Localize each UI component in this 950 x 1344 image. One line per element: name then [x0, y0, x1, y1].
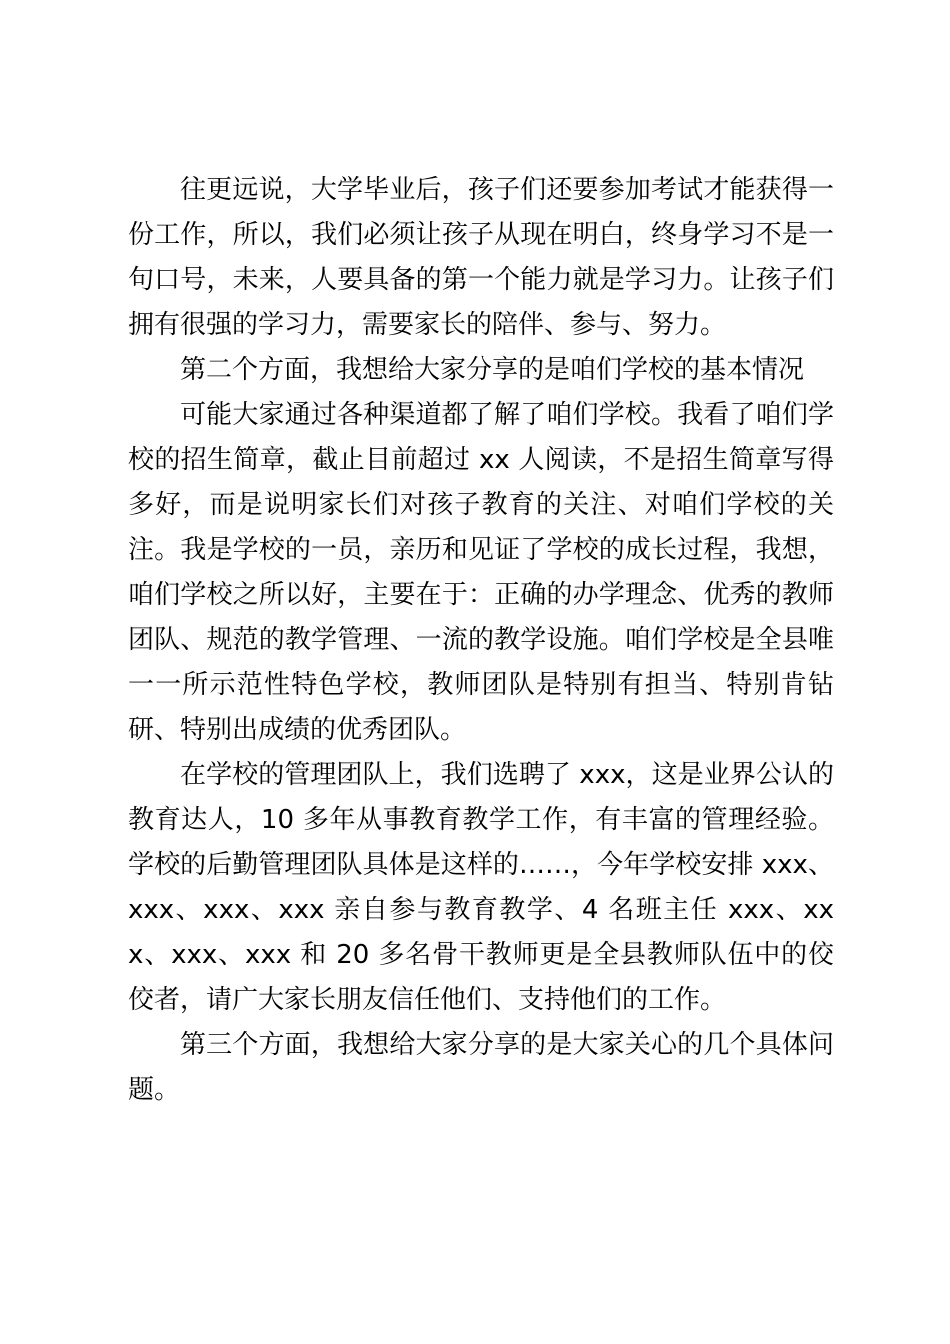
paragraph-management-team: 在学校的管理团队上，我们选聘了 xxx，这是业界公认的教育达人，10 多年从事教育教学工作，有丰富的管理经验。学校的后勤管理团队具体是这样的……，今年学校安排 xxx、xxx、xxx、xxx 亲自参与教育教学、4 名班主任 xxx、xxx、xxx、xxx 和 20 多名骨干教师更是全县教师队伍中的佼佼者，请广大家长朋友信任他们、支持他们的工作。 [128, 760, 834, 1015]
paragraph-school-intro: 可能大家通过各种渠道都了解了咱们学校。我看了咱们学校的招生简章，截止目前超过 xx 人阅读，不是招生简章写得多好，而是说明家长们对孩子教育的关注、对咱们学校的关注。我是学校的一员，亲历和见证了学校的成长过程，我想，咱们学校之所以好，主要在于：正确的办学理念、优秀的教师团队、规范的教学管理、一流的教学设施。咱们学校是全县唯一一所示范性特色学校，教师团队是特别有担当、特别肯钻研、特别出成绩的优秀团队。 [128, 400, 834, 745]
paragraph-lifelong-learning: 往更远说，大学毕业后，孩子们还要参加考试才能获得一份工作，所以，我们必须让孩子从现在明白，终身学习不是一句口号，未来，人要具备的第一个能力就是学习力。让孩子们拥有很强的学习力，需要家长的陪伴、参与、努力。 [128, 175, 834, 340]
heading-school-basics: 第二个方面，我想给大家分享的是咱们学校的基本情况 [180, 355, 805, 385]
document-body [128, 168, 834, 1113]
heading-specific-questions: 第三个方面，我想给大家分享的是大家关心的几个具体问题。 [128, 1030, 834, 1105]
